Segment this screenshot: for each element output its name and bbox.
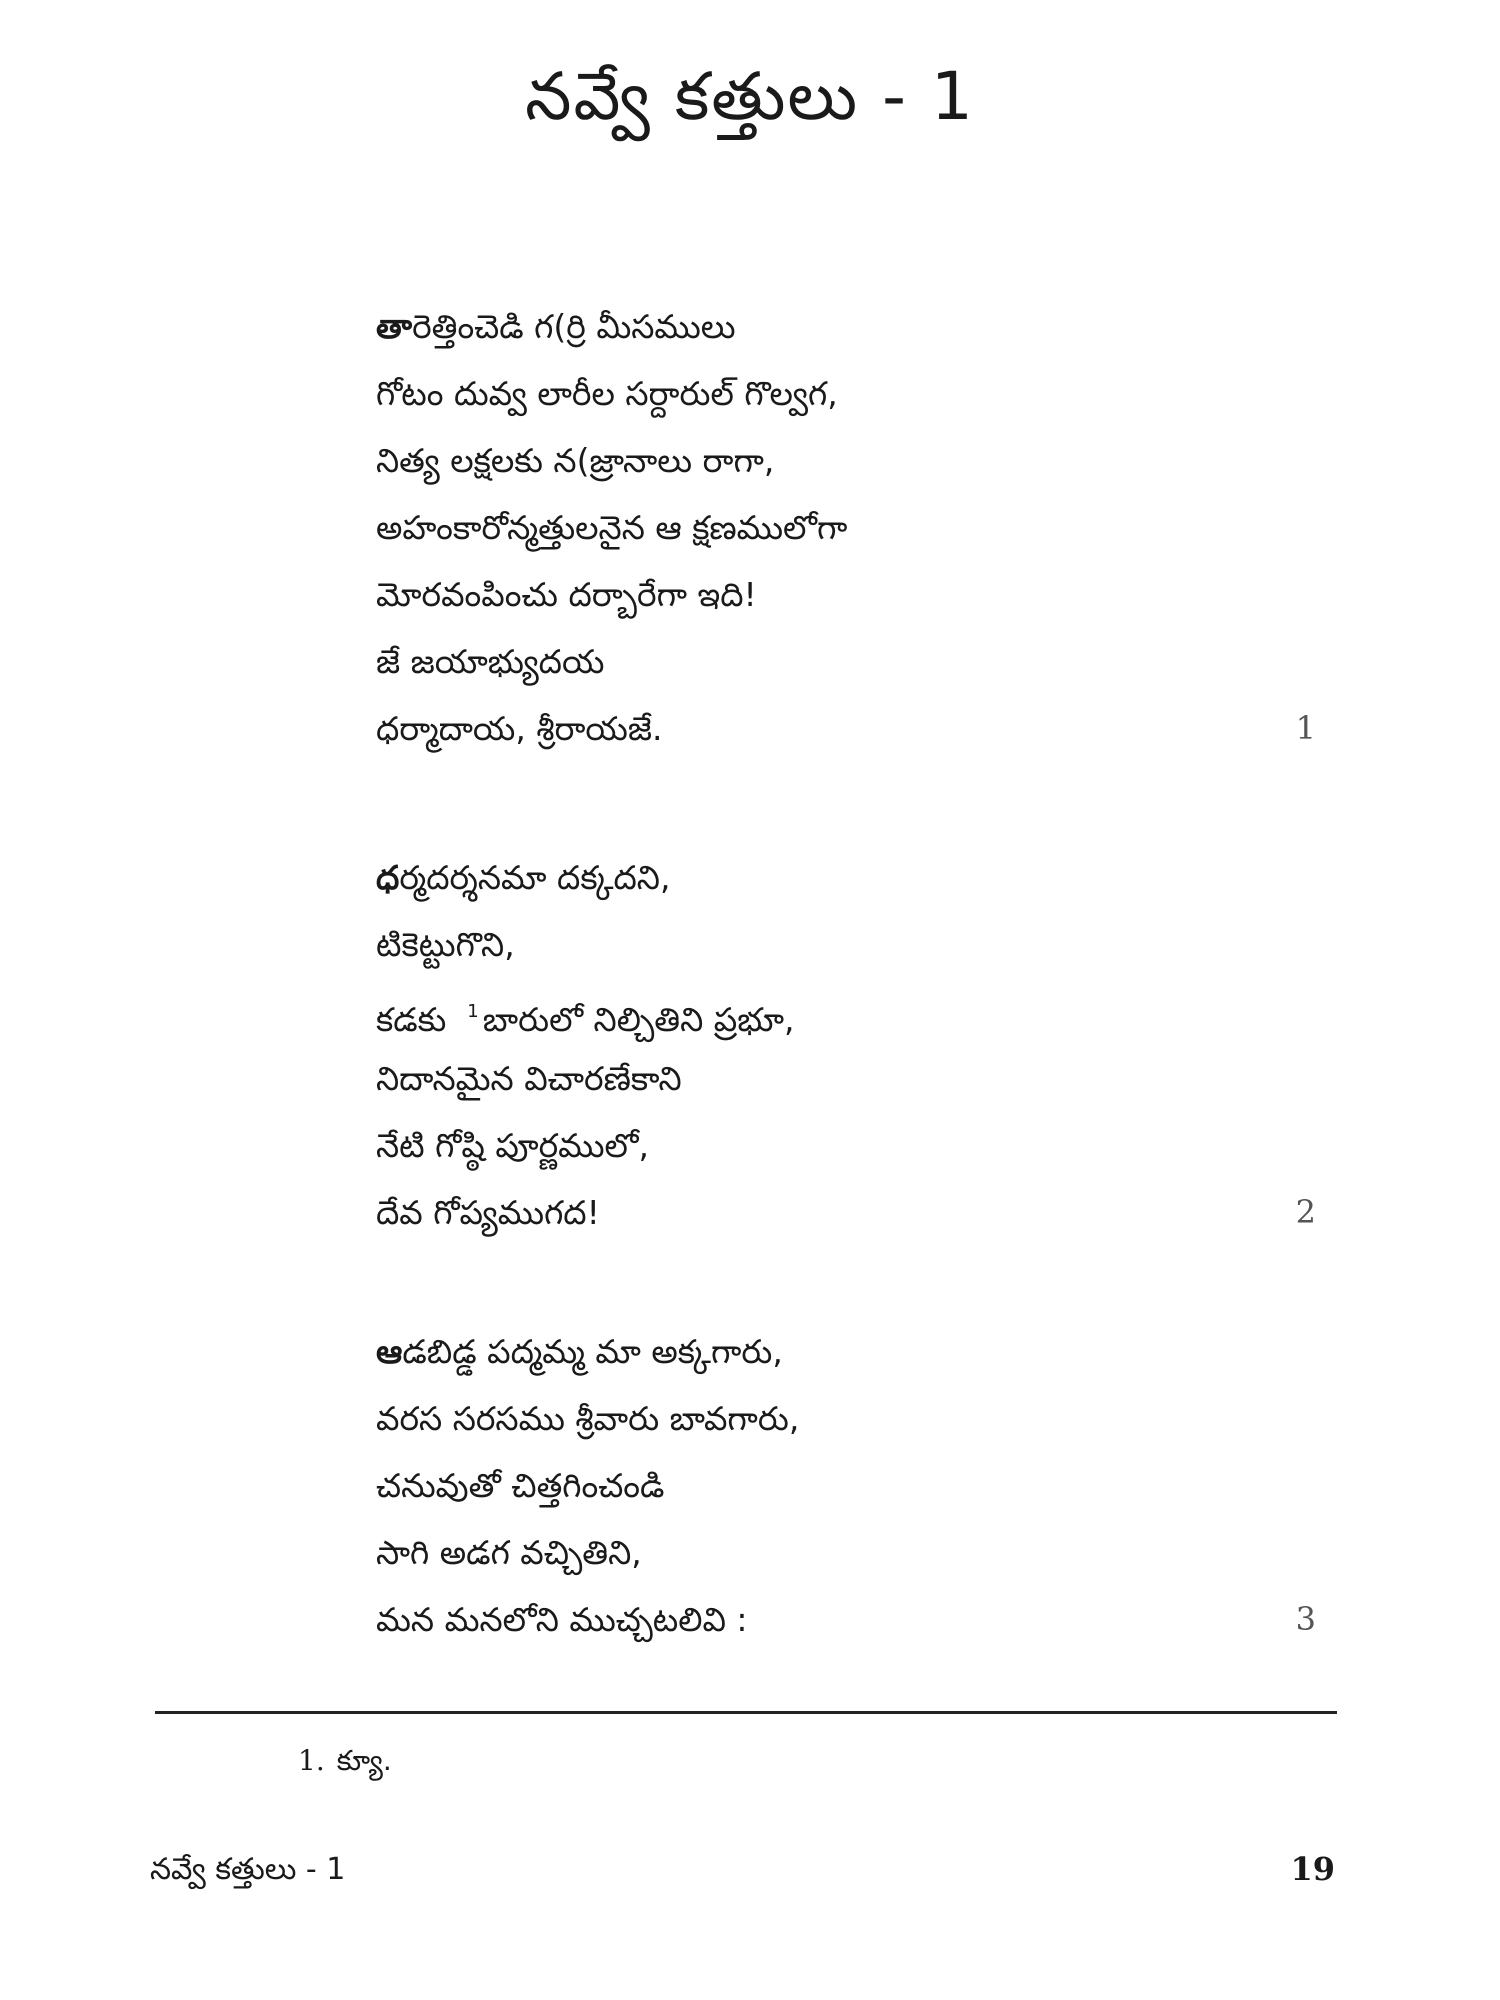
poem-line: నిదానమైన విచారణేకాని (376, 1059, 682, 1098)
poem-line: గోటం దువ్వ లారీల సర్దారుల్ గొల్వగ, (376, 374, 838, 413)
stanza-3 (376, 1318, 1316, 1653)
poem-line: ధర్మదర్శనమా దక్కదని, (376, 858, 671, 897)
poem-line: టికెట్టుగొని, (376, 925, 515, 964)
poem-line: మన మనలోని ముచ్చటలివి : 3 (376, 1586, 1316, 1653)
poem-line: వరస సరసము శ్రీవారు బావగారు, (376, 1399, 800, 1438)
stanza-1 (376, 293, 1316, 762)
running-title: నవ్వే కత్తులు - 1 (150, 1852, 346, 1887)
poem-line: నిత్య లక్షలకు న(జ్రానాలు రాగా, (376, 441, 775, 480)
page-number: 19 (1290, 1850, 1335, 1888)
verse-number: 3 (1295, 1600, 1316, 1638)
poem-line: సాగి అడగ వచ్చితిని, (376, 1533, 642, 1572)
poem-line: దేవ గోప్యముగద! 2 (376, 1179, 1316, 1246)
poem-line: అహంకారోన్మత్తులనైన ఆ క్షణములోగా (376, 508, 848, 547)
poem-line: మోరవంపించు దర్బారేగా ఇది! (376, 575, 757, 614)
footnote-reference[interactable]: 1 (467, 1001, 479, 1022)
page-title: నవ్వే కత్తులు - 1 (525, 58, 975, 135)
footnote-number: 1. (298, 1744, 325, 1777)
poem-line: ధర్మాదాయ, శ్రీరాయజే. 1 (376, 695, 1316, 762)
poem-line: ఆడబిడ్డ పద్మమ్మ మా అక్కగారు, (376, 1332, 783, 1371)
footnote (298, 1744, 392, 1784)
stanza-initial: ఆ (376, 1332, 403, 1371)
poem-line: నేటి గోష్ఠి పూర్ణములో, (376, 1126, 649, 1165)
poem-line: కడకు $^1$ బారులో నిల్చితిని ప్రభూ, (376, 1000, 795, 1039)
verse-number: 2 (1295, 1193, 1316, 1231)
verse-number: 1 (1295, 709, 1316, 747)
poem-line: తారెత్తించెడి గ(ర్రి మీసములు (376, 307, 736, 346)
stanza-initial: తా (376, 307, 413, 346)
stanza-initial: ధ (376, 858, 400, 897)
footnote-text: క్యూ. (336, 1744, 392, 1777)
poem-line: చనువుతో చిత్తగించండి (376, 1466, 665, 1505)
footnote-divider (155, 1711, 1337, 1714)
poem-line: జే జయాభ్యుదయ (376, 642, 605, 681)
stanza-2 (376, 844, 1316, 1246)
